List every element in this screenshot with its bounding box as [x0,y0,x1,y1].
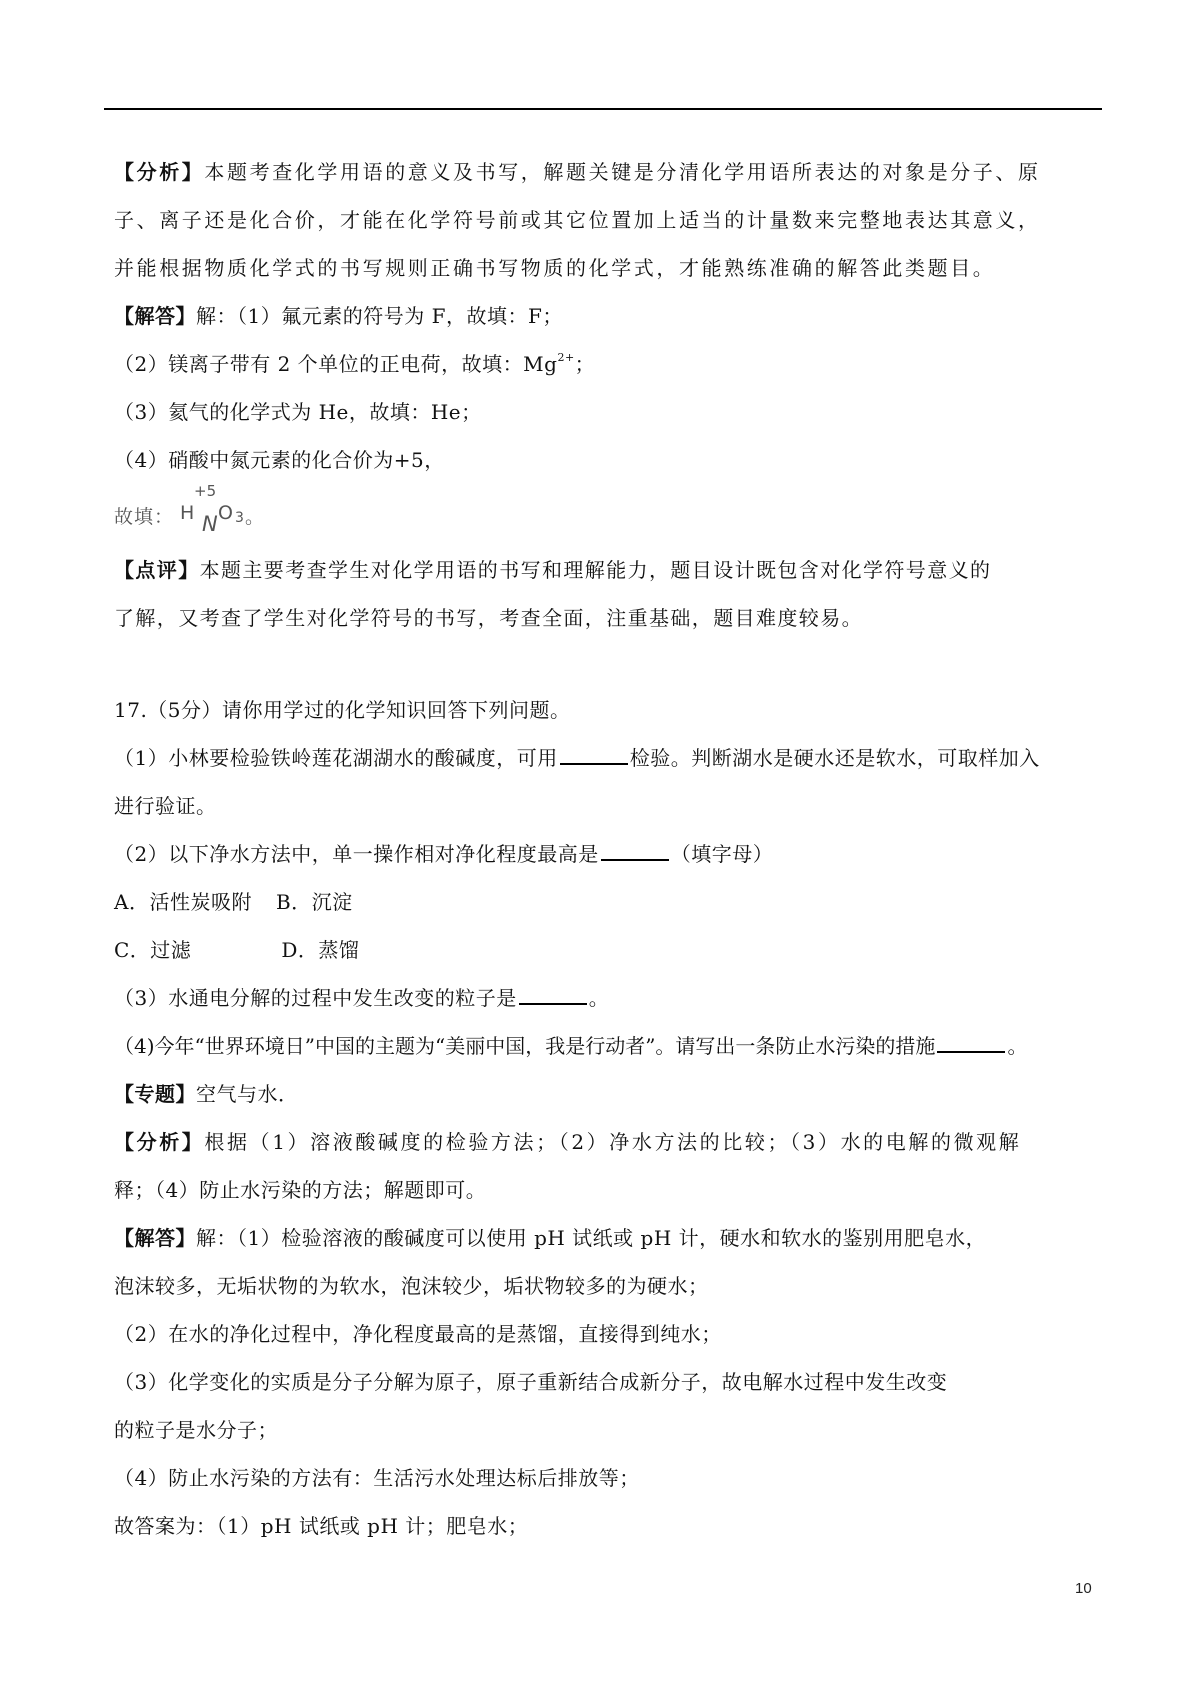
q17-answer-line-2: 泡沫较多，无垢状物的为软水，泡沫较少，垢状物较多的为硬水； [114,1274,709,1298]
question-17-part-4: （4)今年“世界环境日”中国的主题为“美丽中国，我是行动者”。请写出一条防止水污染的措施 。 [114,1034,1028,1058]
valence-mark: +5 [194,482,217,500]
review-line-1: 【点评】本题主要考查学生对化学用语的书写和理解能力，题目设计既包含对化学符号意义的 [114,558,992,582]
analysis-line-2: 子、离子还是化合价，才能在化学符号前或其它位置加上适当的计量数来完整地表达其意义， [114,208,1041,232]
question-17-part-2: （2）以下净水方法中，单一操作相对净化程度最高是 （填字母） [114,842,774,866]
q17-answer-line-6: （4）防止水污染的方法有：生活污水处理达标后排放等； [114,1466,640,1490]
answer-blank-2 [601,841,669,861]
q17-answer-line-4: （3）化学变化的实质是分子分解为原子，原子重新结合成新分子，故电解水过程中发生改变 [114,1370,948,1394]
q17-answer-line-1: 【解答】解：（1）检验溶液的酸碱度可以使用 pH 试纸或 pH 计，硬水和软水的鉴别用肥皂水， [114,1226,987,1250]
option-a: A．活性炭吸附 [114,890,252,914]
answer-line-1: 【解答】解：（1）氟元素的符号为 F，故填：F； [114,304,563,328]
answer-line-2: （2）镁离子带有 2 个单位的正电荷，故填：$Mg^{2+}$； [114,351,596,376]
q17-final-answer: 故答案为：（1）pH 试纸或 pH 计；肥皂水； [114,1514,529,1538]
answer-blank-1 [560,745,628,765]
question-17-part-1-cont: 进行验证。 [114,794,217,818]
question-17-part-1: （1）小林要检验铁岭莲花湖湖水的酸碱度，可用 检验。判断湖水是硬水还是软水，可取样加入 [114,746,1040,770]
option-c: C．过滤 [114,938,192,962]
option-b: B．沉淀 [275,890,353,914]
q17-answer-tag: 【解答】 [114,1226,196,1250]
question-17-part-3: （3）水通电分解的过程中发生改变的粒子是 。 [114,986,610,1010]
q17-answer-line-3: （2）在水的净化过程中，净化程度最高的是蒸馏，直接得到纯水； [114,1322,722,1346]
topic-tag: 【专题】 [114,1082,196,1106]
q17-answer-line-5: 的粒子是水分子； [114,1418,278,1442]
option-d: D．蒸馏 [281,938,360,962]
charge-superscript: 2+ [557,351,575,364]
review-line-2: 了解，又考查了学生对化学符号的书写，考查全面，注重基础，题目难度较易。 [114,606,863,630]
analysis-line-3: 并能根据物质化学式的书写规则正确书写物质的化学式，才能熟练准确的解答此类题目。 [114,256,996,280]
page-number: 10 [1075,1580,1092,1597]
answer-tag: 【解答】 [114,304,196,328]
answer-blank-3 [519,985,587,1005]
topic-line: 【专题】空气与水． [114,1082,299,1106]
q17-analysis-line-1: 【分析】根据（1）溶液酸碱度的检验方法；（2）净水方法的比较；（3）水的电解的微观解 [114,1130,1022,1154]
options-row-2 [114,936,1104,964]
q17-analysis-line-2: 释；（4）防止水污染的方法；解题即可。 [114,1178,487,1202]
answer-line-3: （3）氦气的化学式为 He，故填：He； [114,400,482,424]
analysis-line-1: 【分析】本题考查化学用语的意义及书写，解题关键是分清化学用语所表达的对象是分子、原 [114,160,1041,184]
options-row-1 [114,888,1104,916]
q17-analysis-tag: 【分析】 [114,1130,205,1154]
valence-formula: 故填： H +5 N O 3 。 [114,482,265,536]
analysis-tag: 【分析】 [114,160,205,184]
answer-blank-4 [937,1033,1005,1053]
header-rule [104,108,1102,110]
review-tag: 【点评】 [114,558,200,582]
answer-line-4: （4）硝酸中氮元素的化合价为+5， [114,448,445,472]
question-17-stem: 17.（5分）请你用学过的化学知识回答下列问题。 [114,698,571,722]
